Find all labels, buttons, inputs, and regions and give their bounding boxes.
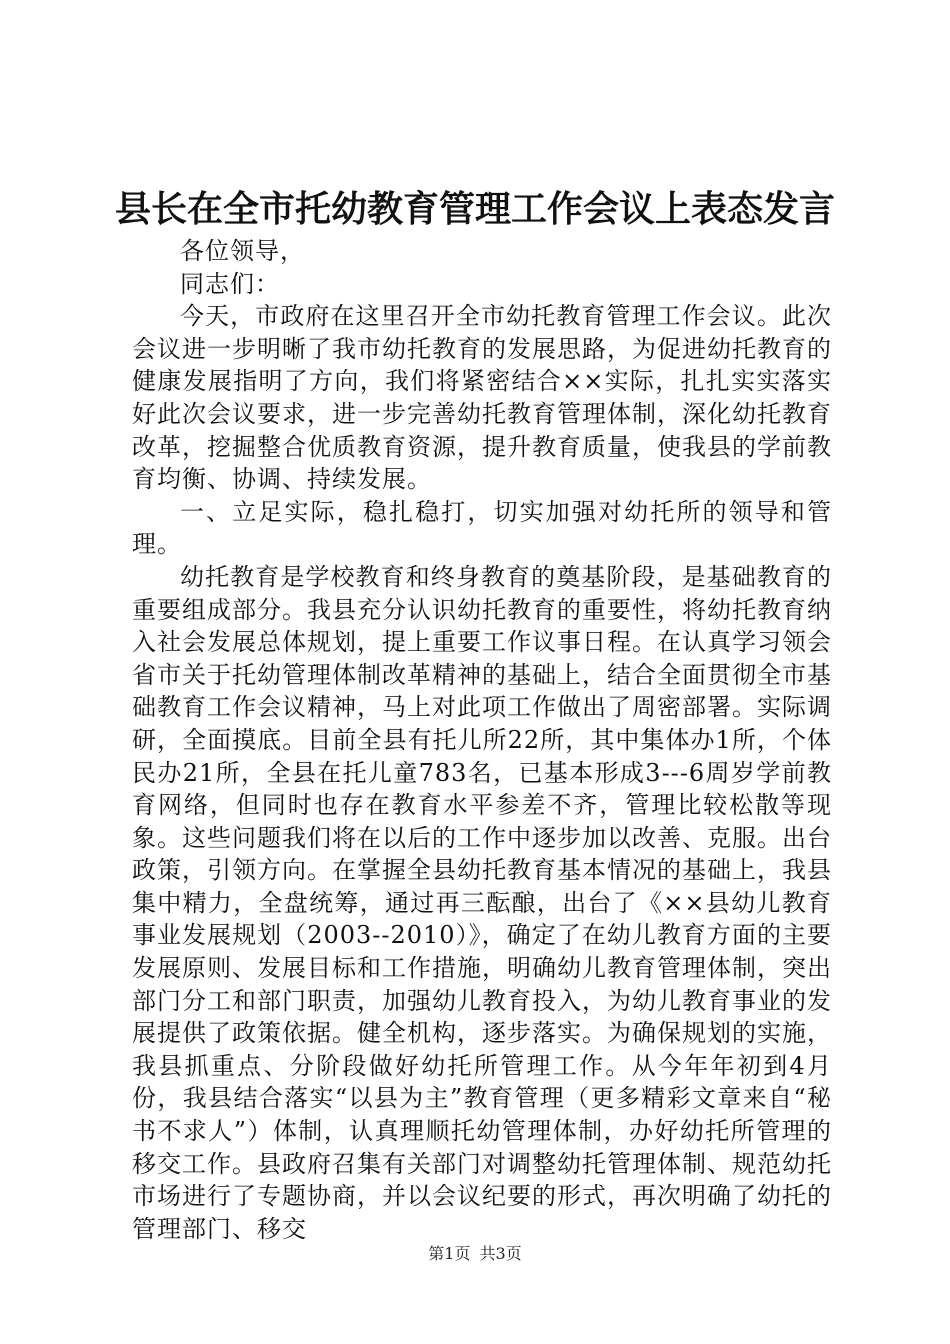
- paragraph-opening: 今天，市政府在这里召开全市幼托教育管理工作会议。此次会议进一步明晰了我市幼托教育的发展思路，为促进幼托教育的健康发展指明了方向，我们将紧密结合××实际，扎扎实实落实好此次会议要求，进一步完善幼托教育管理体制，深化幼托教育改革，挖掘整合优质教育资源，提升教育质量，使我县的学前教育均衡、协调、持续发展。: [132, 302, 832, 494]
- page-number-total: 共3页: [479, 1244, 522, 1263]
- page-number-current: 第1页: [428, 1244, 471, 1263]
- document-title: 县长在全市托幼教育管理工作会议上表态发言: [114, 188, 835, 230]
- section-heading-1: 一、立足实际，稳扎稳打，切实加强对幼托所的领导和管理。: [132, 497, 832, 559]
- document-body: [132, 235, 832, 1245]
- page-footer: [0, 1243, 950, 1265]
- salutation-leaders: 各位领导，: [180, 237, 305, 265]
- paragraph-section-1: 幼托教育是学校教育和终身教育的奠基阶段，是基础教育的重要组成部分。我县充分认识幼托教育的重要性，将幼托教育纳入社会发展总体规划，提上重要工作议事日程。在认真学习领会省市关于托幼管理体制改革精神的基础上，结合全面贯彻全市基础教育工作会议精神，马上对此项工作做出了周密部署。实际调研，全面摸底。目前全县有托儿所22所，其中集体办1所，个体民办21所，全县在托儿童783名，已基本形成3---6周岁学前教育网络，但同时也存在教育水平参差不齐，管理比较松散等现象。这些问题我们将在以后的工作中逐步加以改善、克服。出台政策，引领方向。在掌握全县幼托教育基本情况的基础上，我县集中精力，全盘统筹，通过再三酝酿，出台了《××县幼儿教育事业发展规划（2003--2010）》，确定了在幼儿教育方面的主要发展原则、发展目标和工作措施，明确幼儿教育管理体制，突出部门分工和部门职责，加强幼儿教育投入，为幼儿教育事业的发展提供了政策依据。健全机构，逐步落实。为确保规划的实施，我县抓重点、分阶段做好幼托所管理工作。从今年年初到4月份，我县结合落实“以县为主”教育管理（更多精彩文章来自“秘书不求人”）体制，认真理顺托幼管理体制，办好幼托所管理的移交工作。县政府召集有关部门对调整幼托管理体制、规范幼托市场进行了专题协商，并以会议纪要的形式，再次明确了幼托的管理部门、移交: [132, 562, 832, 1243]
- salutation-comrades: 同志们：: [180, 269, 280, 298]
